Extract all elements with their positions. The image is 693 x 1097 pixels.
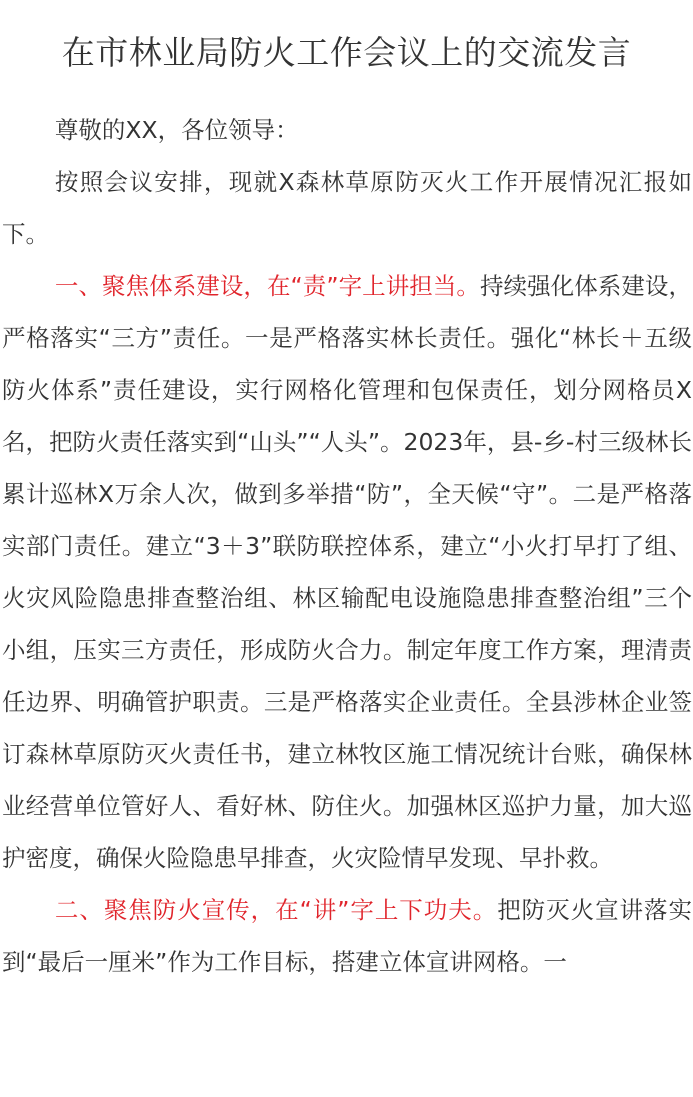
document-title: 在市林业局防火工作会议上的交流发言 bbox=[61, 33, 632, 72]
salutation-paragraph bbox=[2, 104, 692, 156]
section-one-paragraph bbox=[2, 260, 692, 884]
paragraph-text: 尊敬的XX，各位领导： bbox=[54, 116, 299, 144]
intro-paragraph bbox=[2, 156, 692, 260]
section-two-heading: 二、聚焦防火宣传，在“讲”字上下功夫。 bbox=[54, 896, 498, 924]
paragraph-text: 持续强化体系建设，严格落实“三方”责任。一是严格落实林长责任。强化“林长＋五级防火体系”责任建设，实行网格化管理和包保责任，划分网格员X名，把防火责任落实到“山头”“人头”。2023年，县-乡-村三级林长累计巡林X万余人次，做到多举措“防”，全天候“守”。二是严格落实部门责任。建立“3＋3”联防联控体系，建立“小火打早打了组、火灾风险隐患排查整治组、林区输配电设施隐患排查整治组”三个小组，压实三方责任，形成防火合力。制定年度工作方案，理清责任边界、明确管护职责。三是严格落实企业责任。全县涉林企业签订森林草原防灭火责任书，建立林牧区施工情况统计台账，确保林业经营单位管好人、看好林、防住火。加强林区巡护力量，加大巡护密度，确保火险隐患早排查，火灾险情早发现、早扑救。 bbox=[2, 272, 692, 872]
document-body bbox=[2, 104, 692, 988]
paragraph-text: 按照会议安排，现就X森林草原防灭火工作开展情况汇报如下。 bbox=[2, 168, 692, 248]
section-two-paragraph bbox=[2, 884, 692, 988]
paragraph-text: 把防灭火宣讲落实到“最后一厘米”作为工作目标，搭建立体宣讲网格。一 bbox=[2, 896, 692, 976]
section-one-heading: 一、聚焦体系建设，在“责”字上讲担当。 bbox=[54, 272, 480, 300]
